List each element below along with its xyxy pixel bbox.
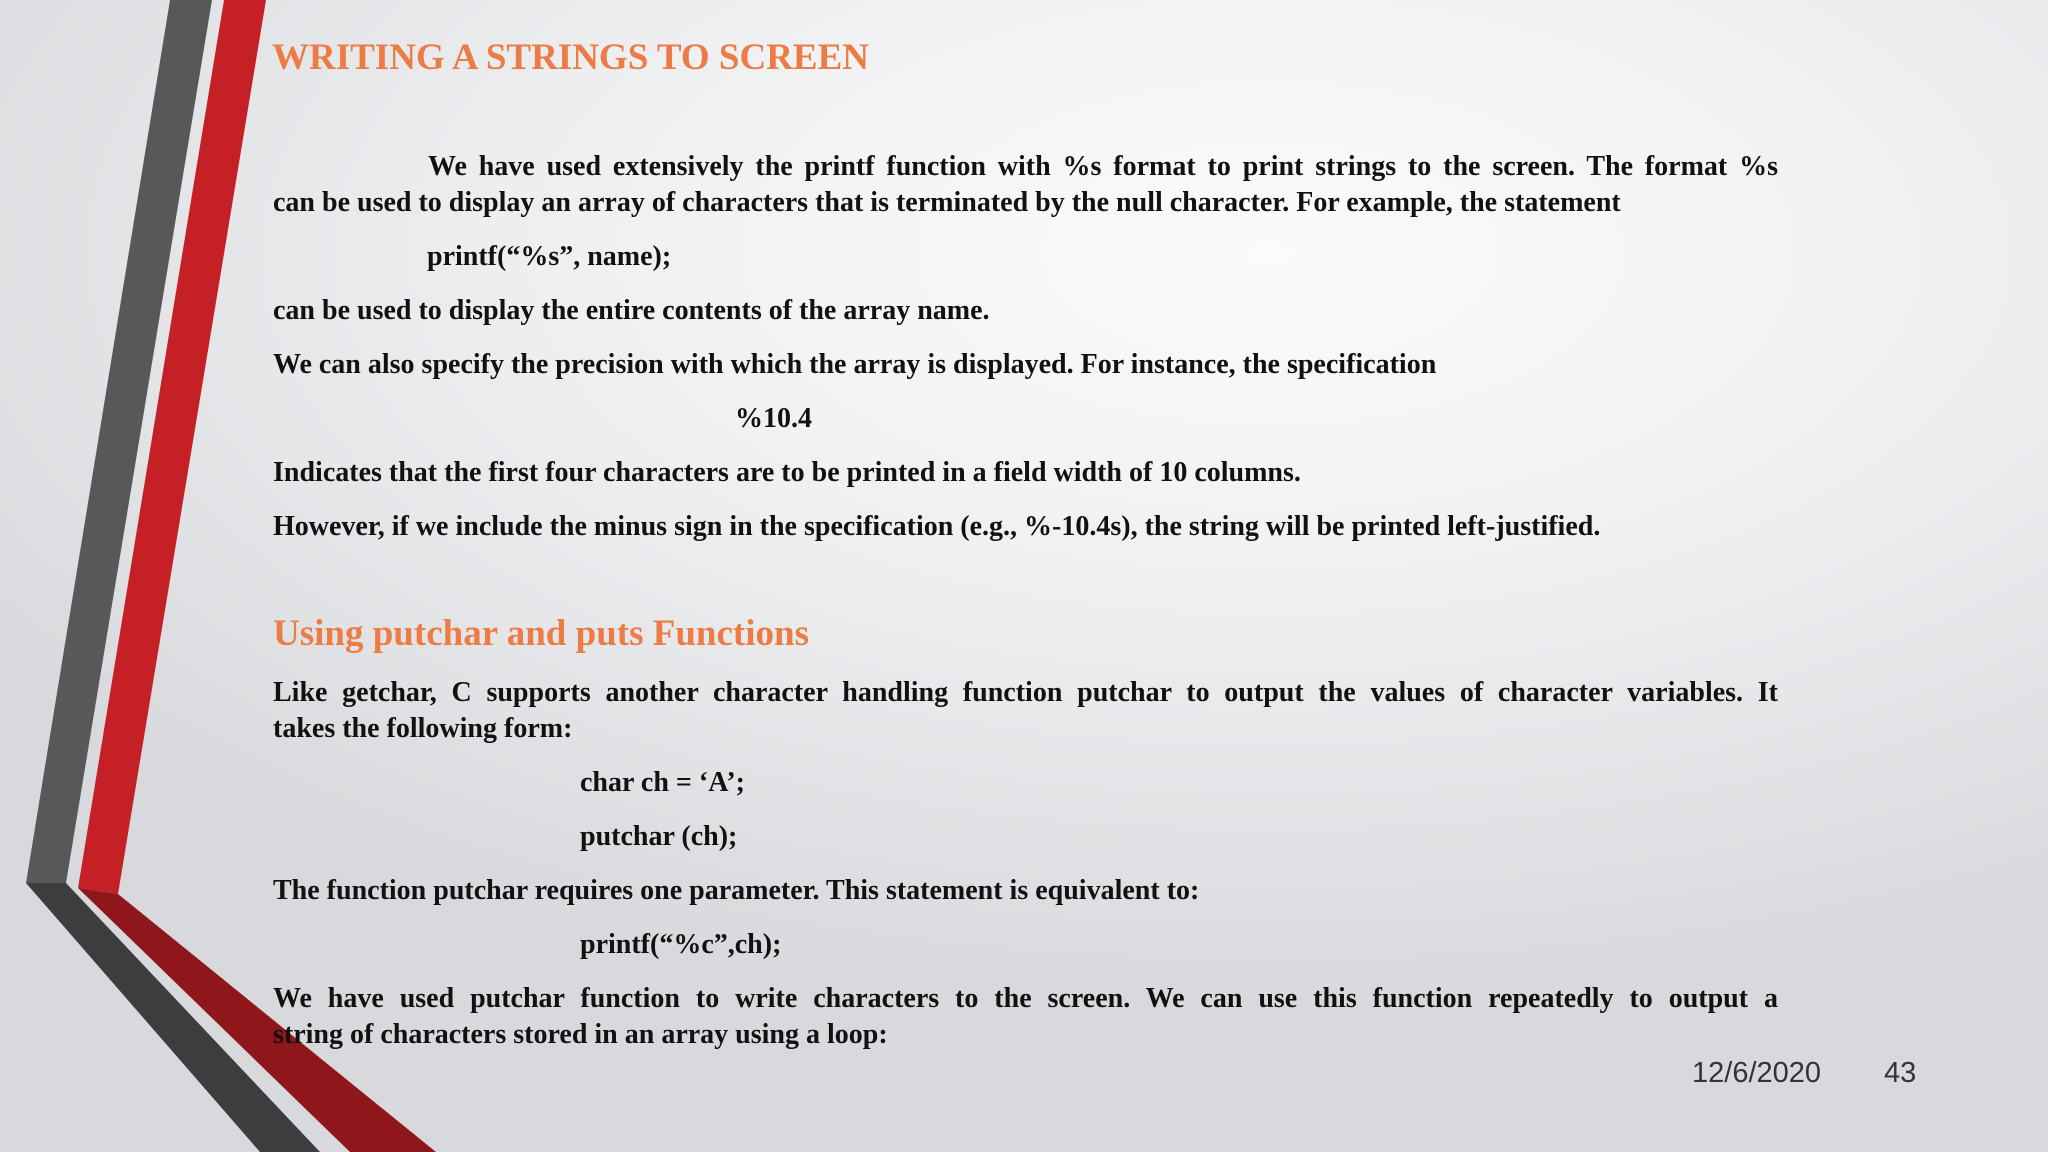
getchar-line-1: Like getchar, C supports another character handling function putchar to output the values of character variables. It	[273, 677, 1778, 708]
precision-intro-line: We can also specify the precision with which the array is displayed. For instance, the specification	[273, 349, 1437, 380]
minus-sign-line: However, if we include the minus sign in the specification (e.g., %-10.4s), the string will be printed left-justified.	[273, 511, 1601, 542]
loop-line-2: string of characters stored in an array using a loop:	[273, 1019, 888, 1050]
code-printf-s: printf(“%s”, name);	[427, 241, 672, 272]
footer-date: 12/6/2020	[1692, 1057, 1822, 1089]
getchar-line-2: takes the following form:	[273, 713, 573, 744]
section-heading: Using putchar and puts Functions	[273, 613, 809, 654]
code-char-declaration: char ch = ‘A’;	[580, 767, 745, 798]
intro-line-1: We have used extensively the printf function with %s format to print strings to the screen. The format %s	[428, 151, 1778, 182]
intro-line-2: can be used to display an array of characters that is terminated by the null character. For example, the statement	[273, 187, 1621, 218]
loop-line-1: We have used putchar function to write characters to the screen. We can use this function repeatedly to output a	[273, 983, 1778, 1014]
indicates-line: Indicates that the first four characters are to be printed in a field width of 10 columns.	[273, 457, 1301, 488]
requires-param-line: The function putchar requires one parameter. This statement is equivalent to:	[273, 875, 1200, 906]
slide-number: 43	[1884, 1057, 1917, 1089]
code-printf-c: printf(“%c”,ch);	[580, 929, 782, 960]
slide-title: WRITING A STRINGS TO SCREEN	[272, 37, 870, 78]
code-putchar-call: putchar (ch);	[580, 821, 738, 852]
spec-example: %10.4	[735, 403, 812, 434]
display-entire-line: can be used to display the entire contents of the array name.	[273, 295, 990, 326]
